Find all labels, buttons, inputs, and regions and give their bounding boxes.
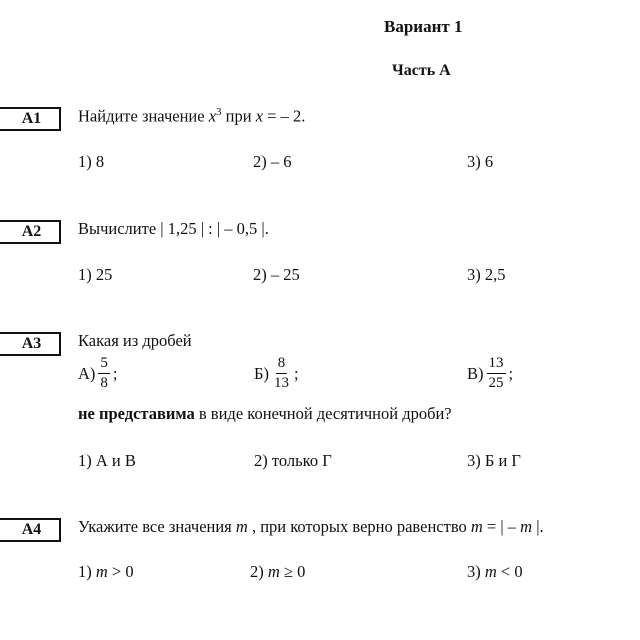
fraction-option-b bbox=[254, 356, 299, 391]
fraction-v-label: В) bbox=[467, 363, 484, 383]
q-a1-post: = – 2. bbox=[263, 106, 306, 126]
option-a4-3 bbox=[467, 562, 523, 582]
option-a3-1: 1) А и В bbox=[78, 451, 136, 470]
part-title: Часть А bbox=[392, 62, 451, 79]
fraction-a bbox=[98, 356, 110, 391]
option-a3-2: 2) только Г bbox=[254, 451, 332, 470]
fraction-b-numerator: 8 bbox=[276, 356, 288, 374]
q-a1-var2: x bbox=[255, 106, 264, 126]
q-a1-mid: при bbox=[221, 106, 256, 126]
question-text-a2: Вычислите | 1,25 | : | – 0,5 |. bbox=[78, 219, 269, 238]
question-text-a4 bbox=[78, 517, 544, 537]
fraction-b bbox=[272, 356, 291, 391]
q-a4-var3: m bbox=[520, 517, 533, 536]
option-a2-3: 3) 2,5 bbox=[467, 265, 506, 284]
question-label-a3: A3 bbox=[0, 332, 61, 356]
option-a4-1-var: m bbox=[95, 562, 108, 581]
fraction-a-denominator: 8 bbox=[100, 375, 108, 391]
q-a4-eq: = | – bbox=[482, 517, 521, 536]
q-a4-end: |. bbox=[532, 517, 544, 536]
option-a4-1-relation: > 0 bbox=[107, 562, 134, 581]
question-label-a1: A1 bbox=[0, 107, 61, 131]
fraction-a-separator: ; bbox=[112, 363, 118, 383]
question-text-a3: Какая из дробей bbox=[78, 331, 192, 350]
fraction-a-label: А) bbox=[78, 363, 96, 383]
fraction-v-numerator: 13 bbox=[487, 356, 506, 374]
option-a4-2-prefix: 2) bbox=[250, 562, 268, 581]
fraction-v-denominator: 25 bbox=[488, 375, 504, 391]
q-a4-mid: , при которых верно равенство bbox=[247, 517, 471, 536]
option-a4-2-var: m bbox=[267, 562, 280, 581]
fraction-a-numerator: 5 bbox=[98, 356, 110, 374]
q-a3-rest: в виде конечной десятичной дроби? bbox=[194, 404, 452, 423]
fraction-option-v bbox=[467, 356, 513, 391]
option-a2-2: 2) – 25 bbox=[253, 265, 300, 284]
option-a1-1: 1) 8 bbox=[78, 152, 105, 171]
q-a1-pre: Найдите значение bbox=[78, 106, 209, 126]
fraction-option-a bbox=[78, 356, 118, 391]
question-label-a4: A4 bbox=[0, 518, 61, 542]
question-text-a3-continued bbox=[78, 404, 452, 424]
q-a4-var2: m bbox=[470, 517, 483, 536]
option-a4-3-relation: < 0 bbox=[496, 562, 523, 581]
fraction-v-separator: ; bbox=[508, 363, 514, 383]
q-a4-var: m bbox=[235, 517, 248, 536]
option-a4-1 bbox=[78, 562, 134, 582]
fraction-b-label: Б) bbox=[254, 363, 269, 383]
q-a1-var: x bbox=[208, 106, 217, 126]
option-a4-2-relation: ≥ 0 bbox=[279, 562, 306, 581]
option-a4-1-prefix: 1) bbox=[78, 562, 96, 581]
fraction-v bbox=[487, 356, 506, 391]
fraction-b-denominator: 13 bbox=[273, 375, 289, 391]
question-text-a1 bbox=[78, 106, 305, 127]
option-a4-2 bbox=[250, 562, 305, 582]
option-a3-3: 3) Б и Г bbox=[467, 451, 521, 470]
question-label-a2: A2 bbox=[0, 220, 61, 244]
option-a1-3: 3) 6 bbox=[467, 152, 494, 171]
option-a2-1: 1) 25 bbox=[78, 265, 113, 284]
option-a1-2: 2) – 6 bbox=[253, 152, 292, 171]
q-a1-exponent: 3 bbox=[216, 106, 222, 118]
option-a4-3-prefix: 3) bbox=[467, 562, 485, 581]
q-a3-emphasis: не представима bbox=[78, 404, 195, 423]
variant-title: Вариант 1 bbox=[384, 17, 463, 36]
fraction-b-separator: ; bbox=[293, 363, 299, 383]
option-a4-3-var: m bbox=[484, 562, 497, 581]
q-a4-pre: Укажите все значения bbox=[78, 517, 236, 536]
